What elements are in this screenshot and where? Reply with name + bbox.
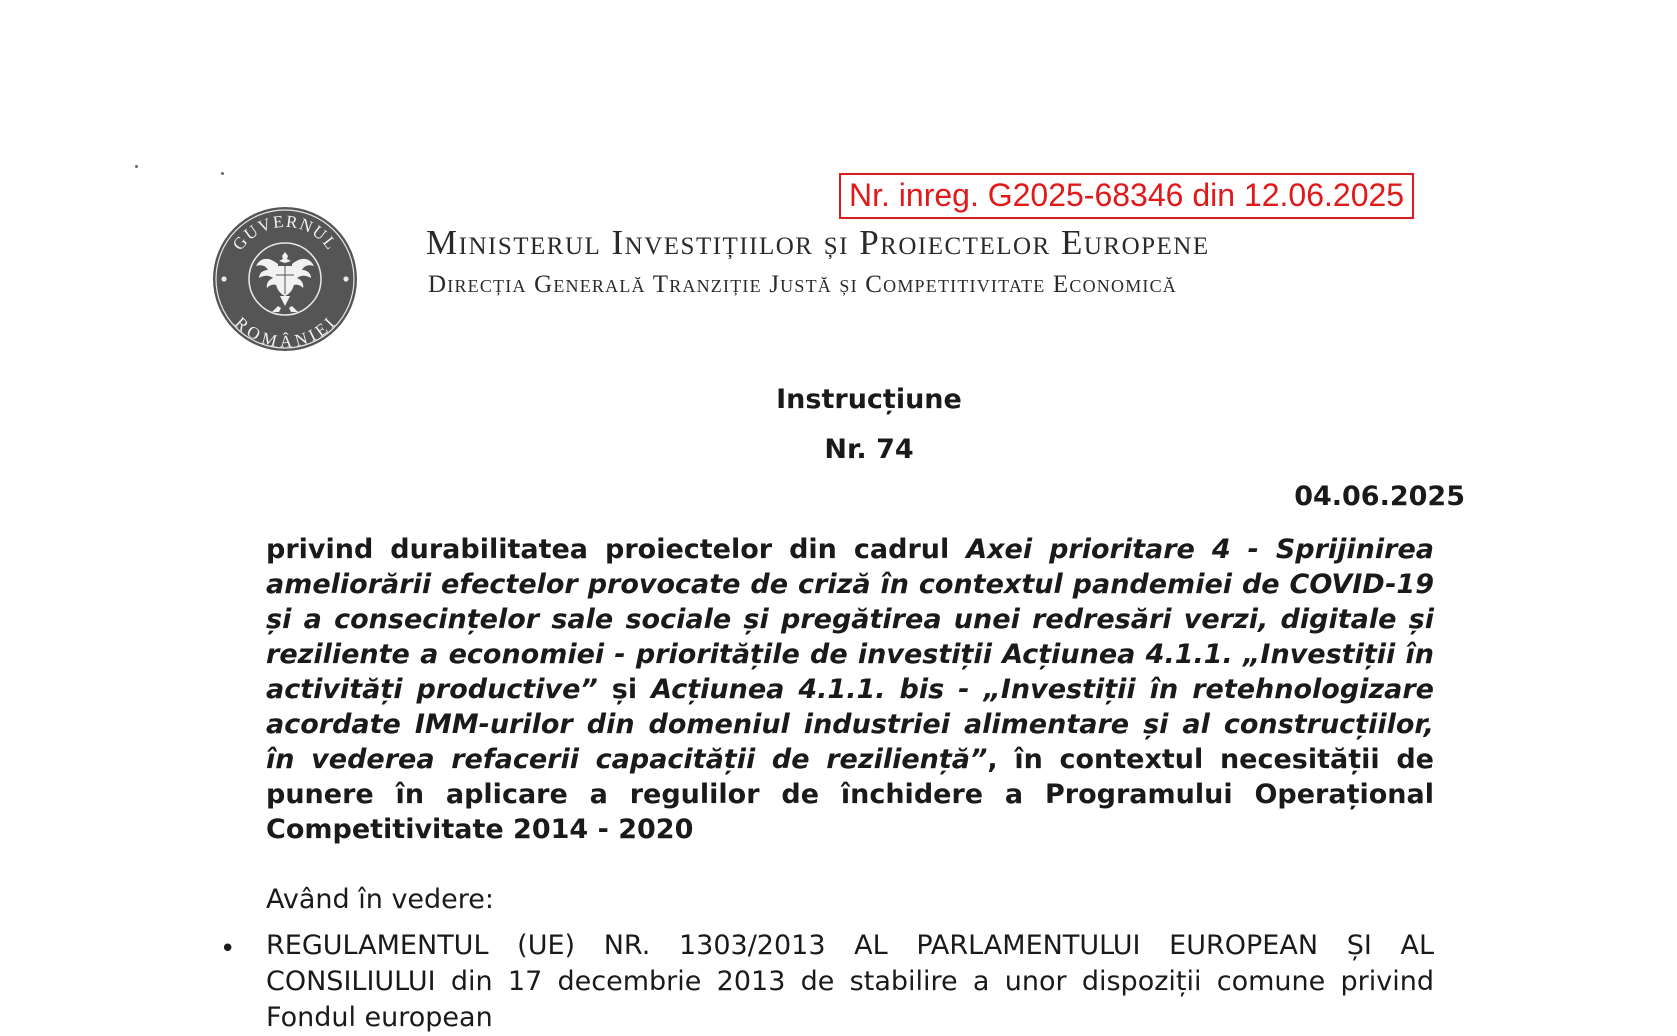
considering-heading: Având în vedere: bbox=[266, 884, 494, 915]
bullet-icon: • bbox=[220, 934, 236, 964]
scan-speck bbox=[135, 165, 138, 168]
ministry-name: Ministerul Investițiilor și Proiectelor Europene bbox=[426, 223, 1210, 262]
government-seal-icon bbox=[212, 206, 358, 352]
directorate-name: Direcția Generală Tranziție Justă și Competitivitate Economică bbox=[428, 271, 1178, 298]
list-item: REGULAMENTUL (UE) NR. 1303/2013 AL PARLAMENTULUI EUROPEAN ȘI AL CONSILIULUI din 17 decembrie 2013 de stabilire a unor dispoziții comune privind Fondul european bbox=[266, 930, 1434, 1033]
subject-part-italic: Acțiunea 4.1.1. bis - „Investiții în retehnologizare acordate IMM-urilor din domeniul industriei alimentare și al construcțiilor, în vederea refacerii capacității de reziliență” bbox=[266, 674, 1434, 775]
seal-text-top: GUVERNUL bbox=[228, 211, 342, 254]
subject-part-italic: Axei prioritare 4 - Sprijinirea ameliorării efectelor provocate de criză în contextul pandemiei de COVID-19 și a consecințelor sale sociale și pregătirea unei redresări verzi, digitale și reziliente a economiei - prioritățile de investiții Acțiunea 4.1.1. „Investiții în activități productive” bbox=[266, 534, 1435, 705]
document-date: 04.06.2025 bbox=[1294, 481, 1465, 512]
registration-stamp: Nr. inreg. G2025-68346 din 12.06.2025 bbox=[839, 173, 1414, 219]
seal-text-bottom: ROMÂNIEI bbox=[231, 313, 340, 352]
subject-part: privind durabilitatea proiectelor din cadrul bbox=[266, 534, 967, 565]
subject-part: și bbox=[597, 674, 652, 705]
subject-part: , în contextul necesității de punere în aplicare a regulilor de închidere a Programului Operațional Competitivitate 2014 - 2020 bbox=[266, 744, 1434, 845]
document-type: Instrucțiune bbox=[776, 384, 962, 415]
document-subject bbox=[266, 532, 1434, 847]
document-number: Nr. 74 bbox=[824, 434, 914, 465]
scan-speck bbox=[221, 172, 224, 175]
